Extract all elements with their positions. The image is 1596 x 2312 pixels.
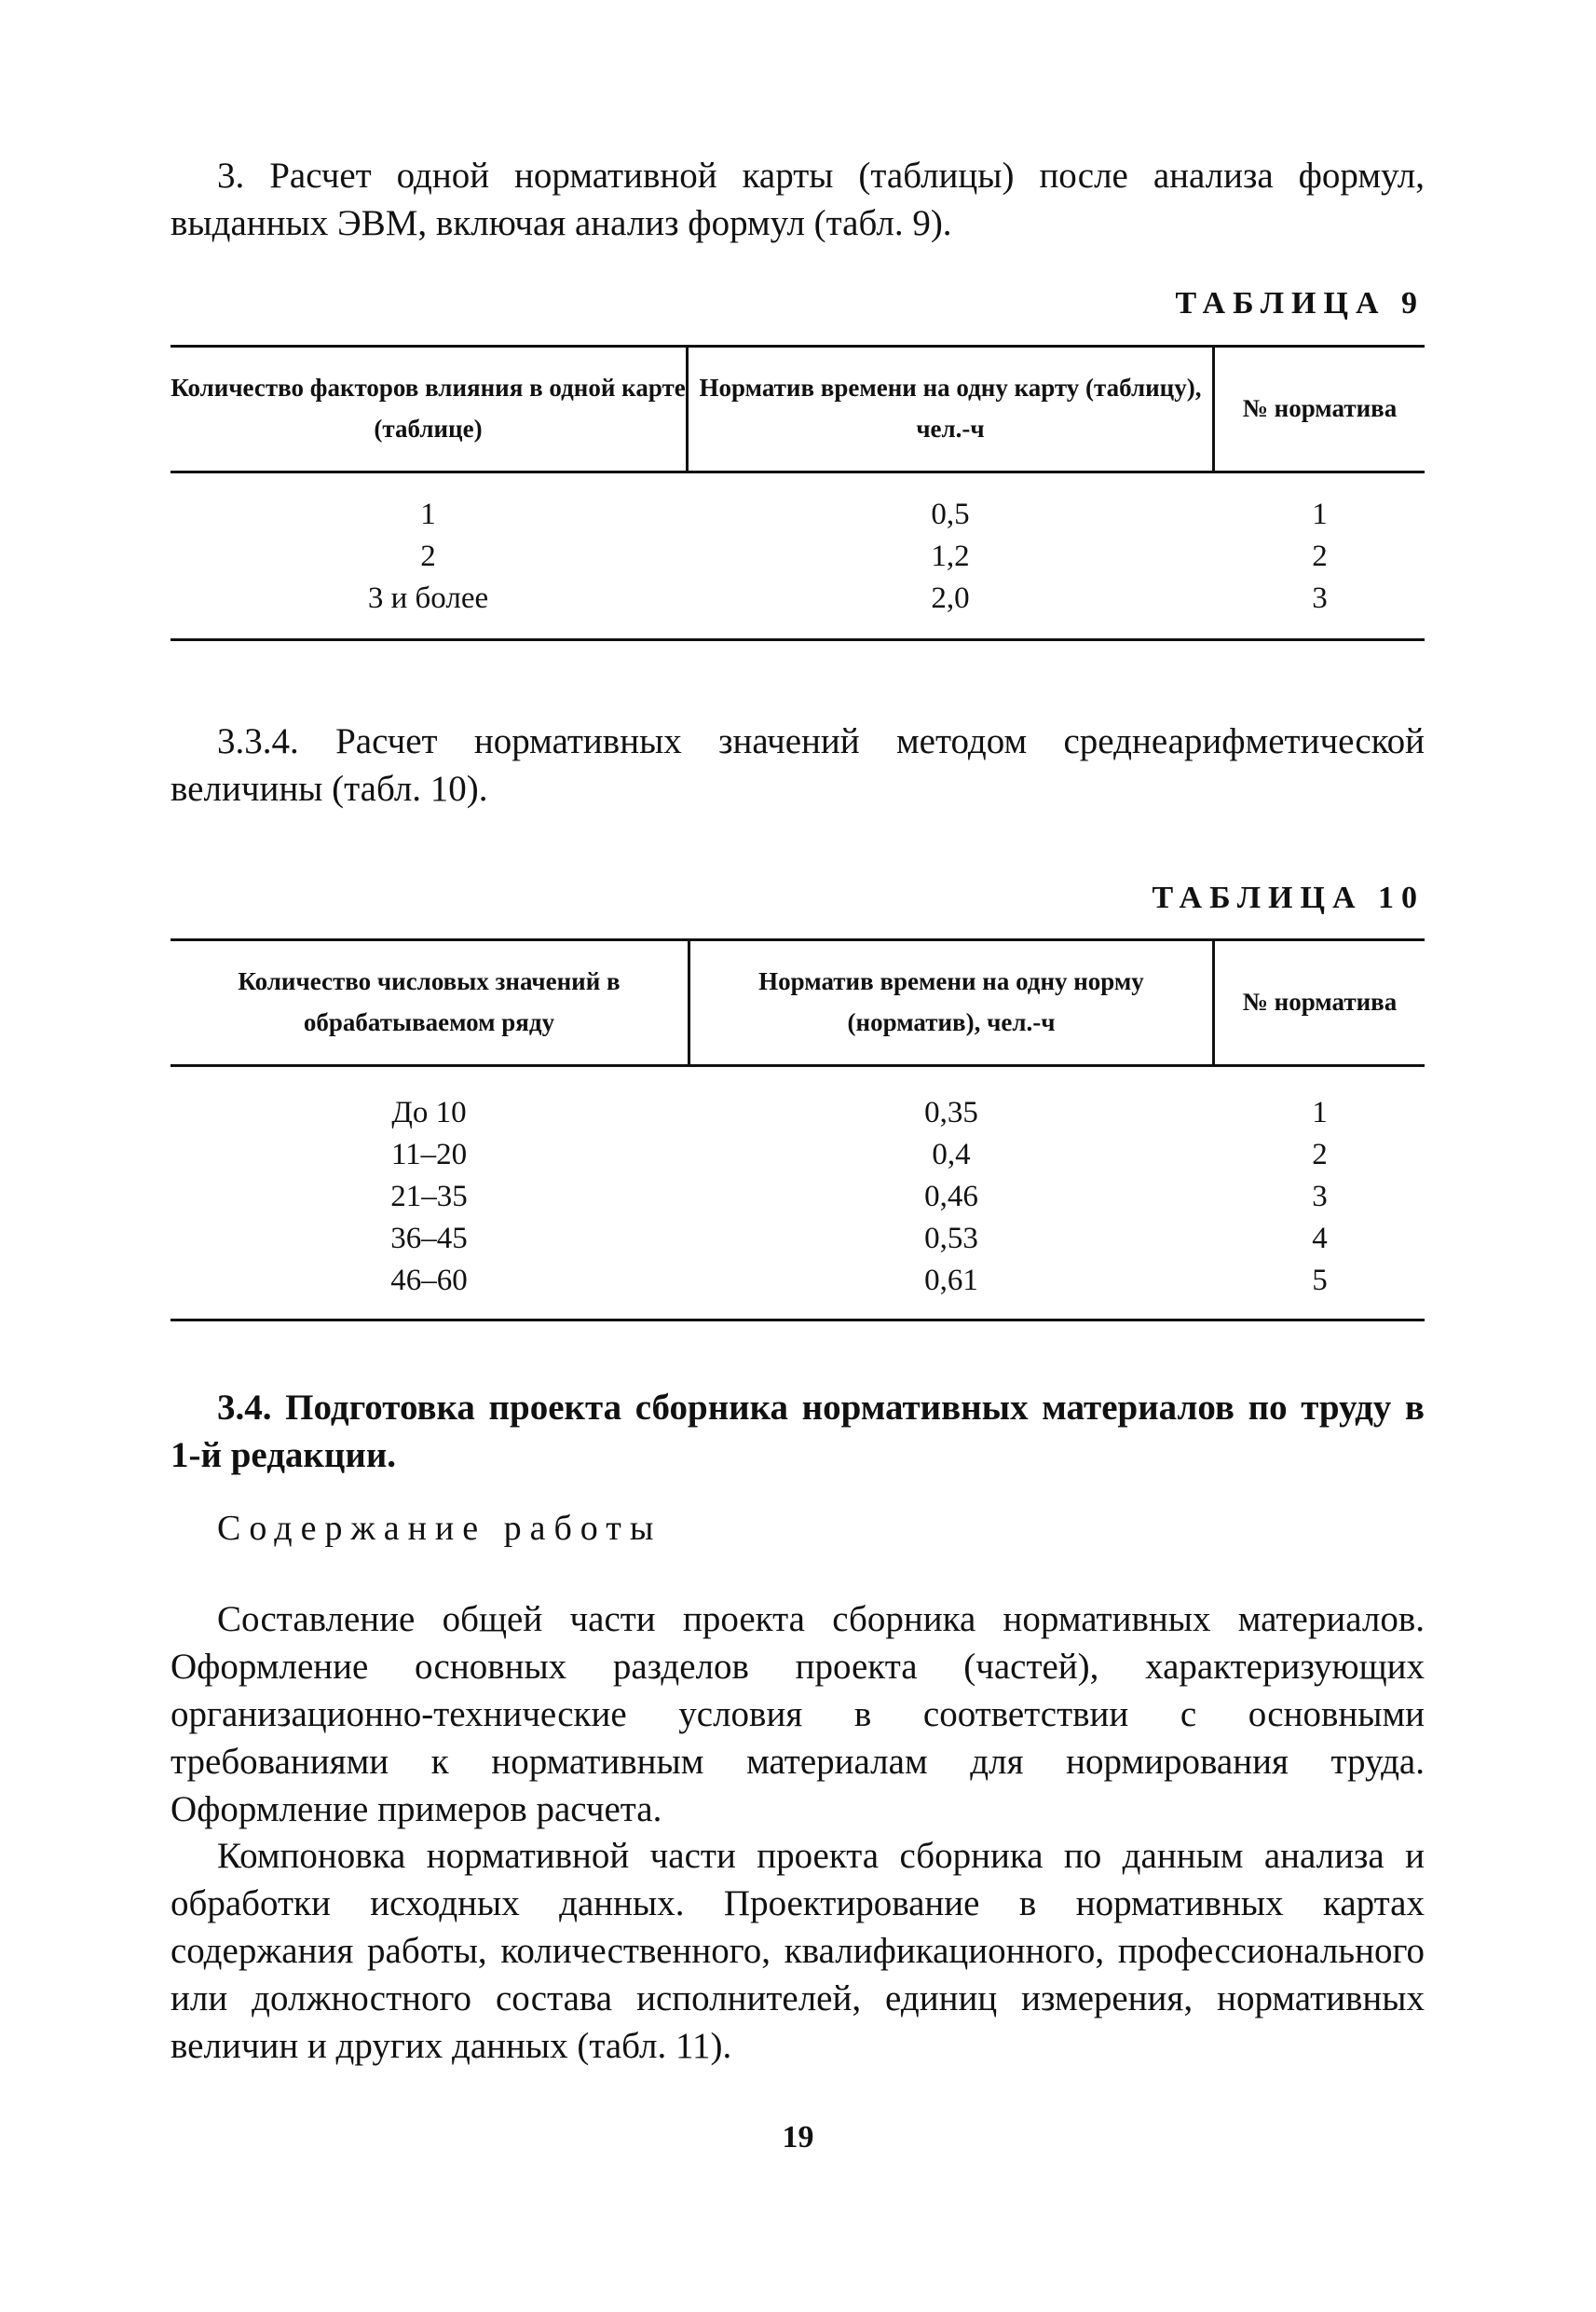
table-cell: 1,2 [931,540,970,573]
table-cell: 2 [1312,540,1328,573]
table-rule [171,1064,1425,1067]
table-cell: 46–60 [390,1264,468,1297]
table-9 [171,345,1425,643]
column-norm-time [690,1092,1212,1302]
table-10-caption: ТАБЛИЦА 10 [1152,881,1425,915]
table-cell: 0,46 [924,1180,978,1213]
header-cell: Норматив времени на одну норму (норматив), чел.-ч [758,966,1144,1036]
header-cell: Количество факторов влияния в одной карте (таблице) [171,373,686,443]
paragraph-body-2: Компоновка нормативной части проекта сборника по данным анализа и обработки исходных данных. Проектирование в нормативных картах содержания работы, количественного, квалификационного, профессионального или должностного состава исполнителей, единиц измерения, нормативных величин и других данных (табл. 11). [171,1836,1425,2066]
table-cell: 2 [1312,1138,1328,1171]
table-cell: 21–35 [390,1180,468,1213]
section-heading-3-4: 3.4. Подготовка проекта сборника нормативных материалов по труду в 1-й редакции. [171,1388,1425,1475]
table-cell: 1 [1312,498,1328,531]
table-cell: 2,0 [931,581,970,615]
paragraph-3: 3. Расчет одной нормативной карты (таблицы) после анализа формул, выданных ЭВМ, включая анализ формул (табл. 9). [171,156,1425,243]
table-cell: 1 [420,498,436,531]
header-cell: Количество числовых значений в обрабатываемом ряду [238,966,621,1036]
header-cell: Норматив времени на одну карту (таблицу), чел.-ч [699,373,1202,443]
table-cell: 1 [1312,1096,1328,1129]
table-cell: 11–20 [390,1138,468,1171]
table-cell: 3 [1312,1180,1328,1213]
table-cell: 3 и более [367,581,489,615]
column-norm-number [1215,1092,1425,1302]
paragraph-body-1: Составление общей части проекта сборника нормативных материалов. Оформление основных разделов проекта (частей), характеризующих организационно-технические условия в соответствии с основными требованиями к нормативным материалам для нормирования труда. Оформление примеров расчета. [171,1599,1425,1829]
paragraph-3-3-4: 3.3.4. Расчет нормативных значений методом среднеарифметической величины (табл. 10). [171,721,1425,809]
table-cell: 0,35 [924,1096,978,1129]
table-cell: 0,4 [932,1138,971,1171]
table-cell: До 10 [391,1096,467,1129]
table-10 [171,938,1425,1330]
page-number: 19 [782,2120,814,2155]
table-cell: 5 [1312,1264,1328,1297]
header-cell: № норматива [1242,393,1398,422]
table-cell: 0,53 [924,1222,978,1255]
column-factors [171,494,686,620]
column-norm-number [1215,494,1425,620]
table-cell: 0,5 [931,498,970,531]
table-rule [171,471,1425,473]
header-cell: № норматива [1242,987,1398,1016]
column-value-count [171,1092,688,1302]
column-norm-time [689,494,1212,620]
table-cell: 0,61 [924,1264,978,1297]
table-rule [171,1319,1425,1321]
table-cell: 2 [420,540,436,573]
table-cell: 3 [1312,581,1328,615]
subheading: Содержание работы [217,1509,662,1548]
table-cell: 4 [1312,1222,1328,1255]
table-rule [171,638,1425,641]
table-9-caption: ТАБЛИЦА 9 [1175,286,1425,321]
table-cell: 36–45 [390,1222,468,1255]
